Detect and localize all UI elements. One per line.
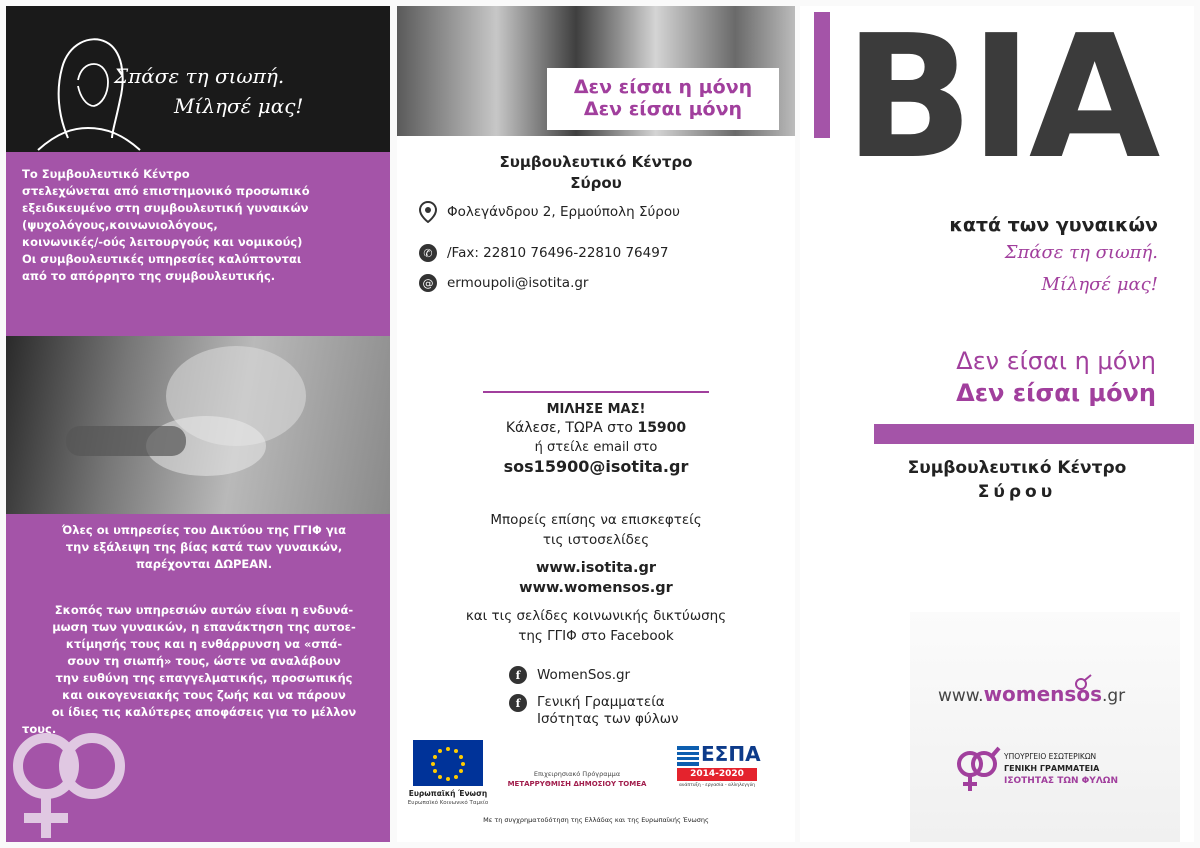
facebook-icon: f bbox=[509, 666, 527, 684]
cover-panel bbox=[800, 6, 1194, 842]
intro-line: εξειδικευμένο στη συμβουλευτική γυναικών bbox=[22, 201, 309, 215]
visit-block bbox=[397, 510, 795, 646]
eu-label: Ευρωπαϊκή Ένωση bbox=[408, 789, 488, 798]
intro-line: Το Συμβουλευτικό Κέντρο bbox=[22, 167, 190, 181]
social-line: της ΓΓΙΦ στο Facebook bbox=[518, 628, 674, 644]
call-block bbox=[397, 400, 795, 476]
eu-stars-icon bbox=[413, 740, 483, 786]
facebook-row-womensos[interactable] bbox=[509, 666, 630, 684]
phone-row bbox=[419, 244, 668, 262]
social-line: και τις σελίδες κοινωνικής δικτύωσης bbox=[465, 608, 727, 624]
goal-line: και οικογενειακής τους ζωής και να πάρουν bbox=[62, 688, 346, 702]
gender-symbol-icon bbox=[1072, 674, 1094, 692]
at-icon: @ bbox=[419, 274, 437, 292]
goal-line: Σκοπός των υπηρεσιών αυτών είναι η ενδυνά- bbox=[54, 603, 354, 617]
phone-text: /Fax: 22810 76496-22810 76497 bbox=[447, 245, 669, 261]
left-panel bbox=[6, 6, 390, 842]
free-line: παρέχονται ΔΩΡΕΑΝ. bbox=[135, 557, 273, 571]
eu-flag-logo bbox=[413, 740, 483, 786]
intro-line: στελεχώνεται από επιστημονικό προσωπικό bbox=[22, 184, 310, 198]
center-name-line: Συμβουλευτικό Κέντρο bbox=[907, 458, 1127, 478]
address-row bbox=[419, 201, 680, 223]
intro-text bbox=[22, 166, 382, 285]
site-link-isotita[interactable]: www.isotita.gr bbox=[536, 560, 656, 576]
espa-years: 2014-2020 bbox=[677, 768, 757, 781]
espa-sub: ανάπτυξη - εργασία - αλληλεγγύη bbox=[678, 783, 756, 788]
goal-line: τους. bbox=[22, 722, 57, 736]
center-name bbox=[872, 456, 1162, 504]
tagline-line-2: Δεν είσαι μόνη bbox=[956, 379, 1156, 407]
big-title: ΒΙΑ bbox=[844, 6, 1157, 197]
hands-photo bbox=[6, 336, 390, 514]
intro-line: από το απόρρητο της συμβουλευτικής. bbox=[22, 269, 276, 283]
call-title: ΜΙΛΗΣΕ ΜΑΣ! bbox=[546, 402, 646, 417]
address-text: Φολεγάνδρου 2, Ερμούπολη Σύρου bbox=[447, 204, 680, 220]
gender-symbol-icon bbox=[6, 718, 136, 842]
facebook-icon: f bbox=[509, 694, 527, 712]
secretariat-line-2: ΙΣΟΤΗΤΑΣ ΤΩΝ ΦΥΛΩΝ bbox=[1004, 776, 1118, 786]
womensos-logo[interactable] bbox=[938, 682, 1125, 706]
facebook-page-womensos[interactable]: WomenSos.gr bbox=[537, 667, 631, 683]
call-prefix: Κάλεσε, ΤΩΡΑ στο bbox=[505, 420, 638, 436]
banner-line-1: Δεν είσαι η μόνη bbox=[573, 76, 753, 98]
intro-line: (ψυχολόγους,κοινωνιολόγους, bbox=[22, 218, 218, 232]
location-pin-icon bbox=[419, 201, 437, 223]
call-number[interactable]: 15900 bbox=[637, 420, 687, 436]
facebook-page-ggif[interactable]: Γενική Γραμματεία bbox=[537, 694, 665, 710]
op-line-2: ΜΕΤΑΡΡΥΘΜΙΣΗ ΔΗΜΟΣΙΟΥ ΤΟΜΕΑ bbox=[507, 780, 647, 788]
goal-line: σουν τη σιωπή» τους, ώστε να αναλάβουν bbox=[67, 654, 341, 668]
sos-email[interactable]: sos15900@isotita.gr bbox=[503, 457, 689, 476]
womensos-suffix: .gr bbox=[1101, 686, 1126, 706]
free-services-text bbox=[22, 522, 386, 573]
goal-line: οι ίδιες τις καλύτερες αποφάσεις για το μέλλον bbox=[51, 705, 357, 719]
visit-line: τις ιστοσελίδες bbox=[542, 532, 650, 548]
email-row bbox=[419, 274, 588, 292]
goal-line: κτίμησής τους και η ενθάρρυνση να «σπά- bbox=[65, 637, 343, 651]
slogan-header bbox=[6, 6, 390, 152]
subtitle: κατά των γυναικών bbox=[949, 214, 1158, 236]
goal-line: μωση των γυναικών, η επανάκτηση της αυτοε- bbox=[52, 620, 356, 634]
phone-icon: ✆ bbox=[419, 244, 437, 262]
intro-line: κοινωνικές/-ούς λειτουργούς και νομικούς) bbox=[22, 235, 303, 249]
slogan-line-2: Μίλησέ μας! bbox=[1041, 274, 1158, 295]
womensos-brand: womensos bbox=[983, 682, 1102, 706]
visit-line: Μπορείς επίσης να επισκεφτείς bbox=[490, 512, 702, 528]
op-line-1: Επιχειρησιακό Πρόγραμμα bbox=[533, 770, 621, 778]
eu-sub-label: Ευρωπαϊκό Κοινωνικό Ταμείο bbox=[407, 800, 489, 806]
divider bbox=[483, 391, 709, 393]
free-line: την εξάλειψη της βίας κατά των γυναικών, bbox=[65, 540, 343, 554]
slogan-line-2: Μίλησέ μας! bbox=[174, 94, 304, 118]
site-link-womensos[interactable]: www.womensos.gr bbox=[519, 580, 673, 596]
banner-box bbox=[547, 68, 779, 130]
logo-area bbox=[910, 612, 1180, 842]
send-email-text: ή στείλε email στο bbox=[534, 440, 658, 455]
womensos-prefix: www. bbox=[938, 686, 984, 706]
comfort-photo-image bbox=[6, 336, 390, 514]
slogan-line-1: Σπάσε τη σιωπή. bbox=[114, 64, 285, 88]
cofund-note: Με τη συγχρηματοδότηση της Ελλάδας και της Ευρωπαϊκής Ένωσης bbox=[483, 816, 709, 824]
accent-bar bbox=[814, 12, 830, 138]
gsge-emblem-icon bbox=[954, 744, 1002, 794]
facebook-row-ggif[interactable] bbox=[509, 694, 679, 728]
tagline-bar bbox=[874, 424, 1194, 444]
center-name bbox=[397, 152, 795, 194]
middle-panel bbox=[397, 6, 795, 842]
banner-line-2: Δεν είσαι μόνη bbox=[583, 98, 743, 120]
center-name-line: Συμβουλευτικό Κέντρο bbox=[499, 153, 693, 171]
espa-logo bbox=[677, 742, 759, 796]
facebook-page-ggif-line2[interactable]: Ισότητας των φύλων bbox=[537, 711, 679, 727]
ministry-label: ΥΠΟΥΡΓΕΙΟ ΕΣΩΤΕΡΙΚΩΝ bbox=[1004, 752, 1097, 761]
free-line: Όλες οι υπηρεσίες του Δικτύου της ΓΓΙΦ για bbox=[61, 523, 347, 537]
center-name-line: Σύρου bbox=[570, 174, 622, 192]
greek-flag-icon bbox=[677, 746, 699, 766]
intro-line: Οι συμβουλευτικές υπηρεσίες καλύπτονται bbox=[22, 252, 302, 266]
secretariat-line-1: ΓΕΝΙΚΗ ΓΡΑΜΜΑΤΕΙΑ bbox=[1004, 764, 1100, 773]
espa-title: ΕΣΠΑ bbox=[701, 742, 761, 766]
center-name-line: Σύρου bbox=[977, 482, 1057, 502]
slogan-line-1: Σπάσε τη σιωπή. bbox=[1004, 242, 1158, 263]
email-text[interactable]: ermoupoli@isotita.gr bbox=[447, 275, 589, 291]
goal-line: την ευθύνη της επαγγελματικής, προσωπικής bbox=[55, 671, 353, 685]
tagline-line-1: Δεν είσαι η μόνη bbox=[956, 347, 1156, 375]
